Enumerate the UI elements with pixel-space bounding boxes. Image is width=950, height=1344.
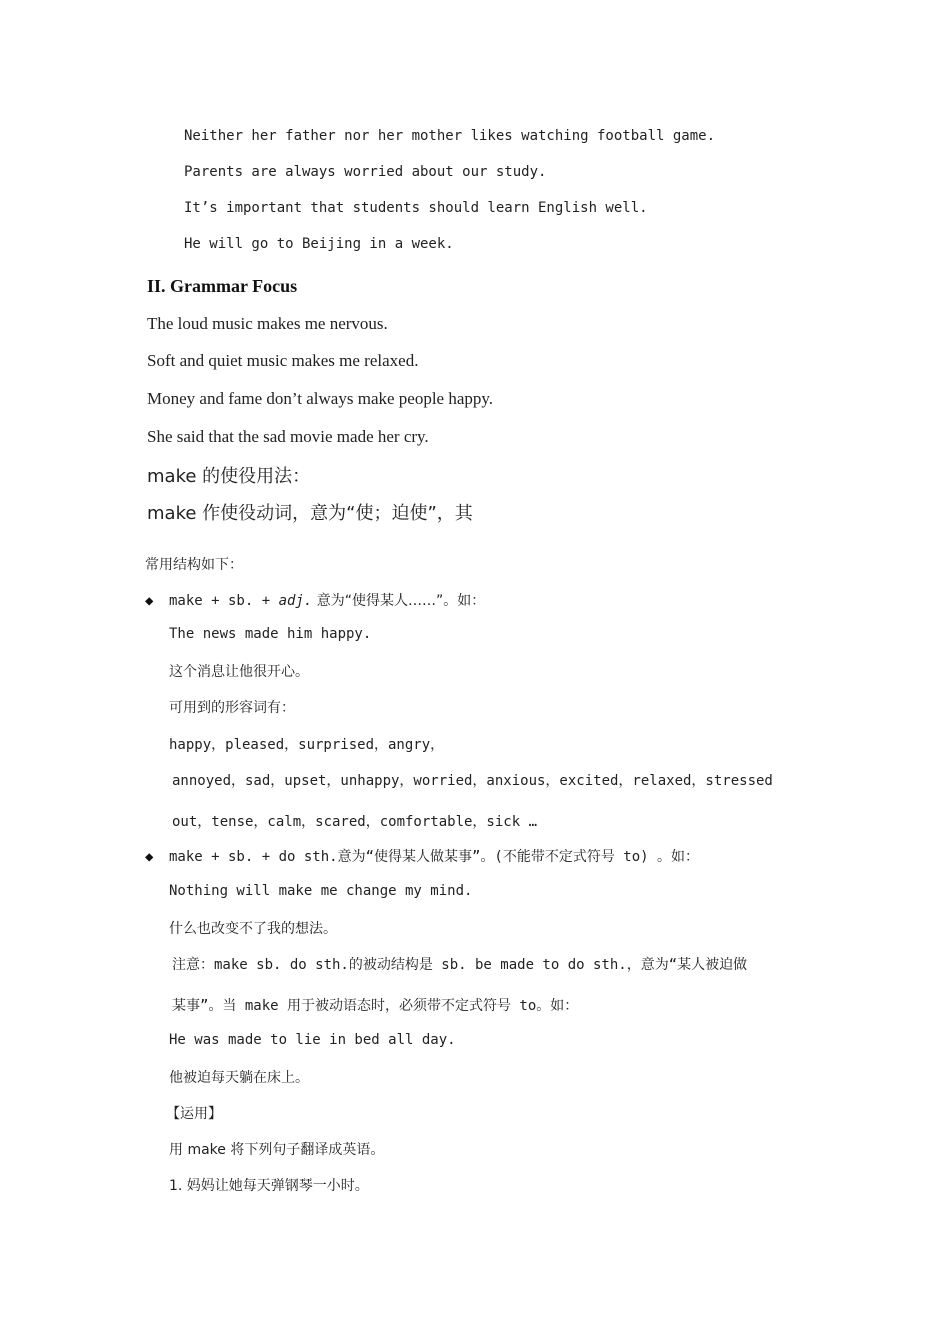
adjective-list-label: 可用到的形容词有： [169, 700, 295, 716]
structure-1-line [145, 590, 485, 610]
note-line-2: 某事”。当 make 用于被动语态时，必须带不定式符号 to。如： [172, 998, 579, 1014]
note-line-1: 注意：make sb. do sth.的被动结构是 sb. be made to do sth.，意为“某人被迫做 [172, 957, 748, 973]
structure-2-example-en: Nothing will make me change my mind. [169, 883, 473, 899]
practice-title: 【运用】 [166, 1106, 222, 1122]
usage-description: make 作使役动词，意为“使；迫使”，其 [147, 503, 473, 524]
adjective-list-line-3: out，tense，calm，scared，comfortable，sick … [172, 814, 538, 830]
practice-instruction: 用 make 将下列句子翻译成英语。 [169, 1142, 385, 1158]
structure-2-line [145, 846, 699, 866]
structure-2-example-zh: 什么也改变不了我的想法。 [169, 921, 337, 937]
grammar-example-4: She said that the sad movie made her cry. [147, 427, 429, 446]
structure-1-prefix: make + sb. + [169, 593, 279, 609]
intro-sentence-2: Parents are always worried about our study. [184, 164, 547, 180]
intro-sentence-1: Neither her father nor her mother likes watching football game. [184, 128, 716, 144]
adjective-list-line-2: annoyed，sad，upset，unhappy，worried，anxious，excited，relaxed，stressed [172, 773, 773, 789]
section-heading-grammar-focus: II. Grammar Focus [147, 276, 298, 296]
bullet-icon: ◆ [145, 849, 154, 865]
structure-1-example-en: The news made him happy. [169, 626, 372, 642]
structure-1-suffix: 意为“使得某人……”。如： [312, 593, 486, 609]
usage-title: make 的使役用法： [147, 466, 311, 487]
structure-2-text: make + sb. + do sth.意为“使得某人做某事”。(不能带不定式符号 to) 。如： [169, 849, 700, 865]
practice-item-1: 1. 妈妈让她每天弹钢琴一小时。 [169, 1178, 369, 1194]
grammar-example-1: The loud music makes me nervous. [147, 314, 388, 333]
passive-example-zh: 他被迫每天躺在床上。 [169, 1070, 309, 1086]
structures-intro: 常用结构如下： [145, 557, 243, 573]
structure-1-example-zh: 这个消息让他很开心。 [169, 664, 309, 680]
structure-1-adj: adj. [278, 593, 313, 609]
bullet-icon: ◆ [145, 593, 154, 609]
intro-sentence-3: It’s important that students should learn English well. [184, 200, 648, 216]
grammar-example-3: Money and fame don’t always make people happy. [147, 389, 494, 408]
adjective-list-line-1: happy，pleased，surprised，angry， [169, 737, 445, 753]
intro-sentence-4: He will go to Beijing in a week. [184, 236, 454, 252]
grammar-example-2: Soft and quiet music makes me relaxed. [147, 351, 419, 370]
passive-example-en: He was made to lie in bed all day. [169, 1032, 456, 1048]
